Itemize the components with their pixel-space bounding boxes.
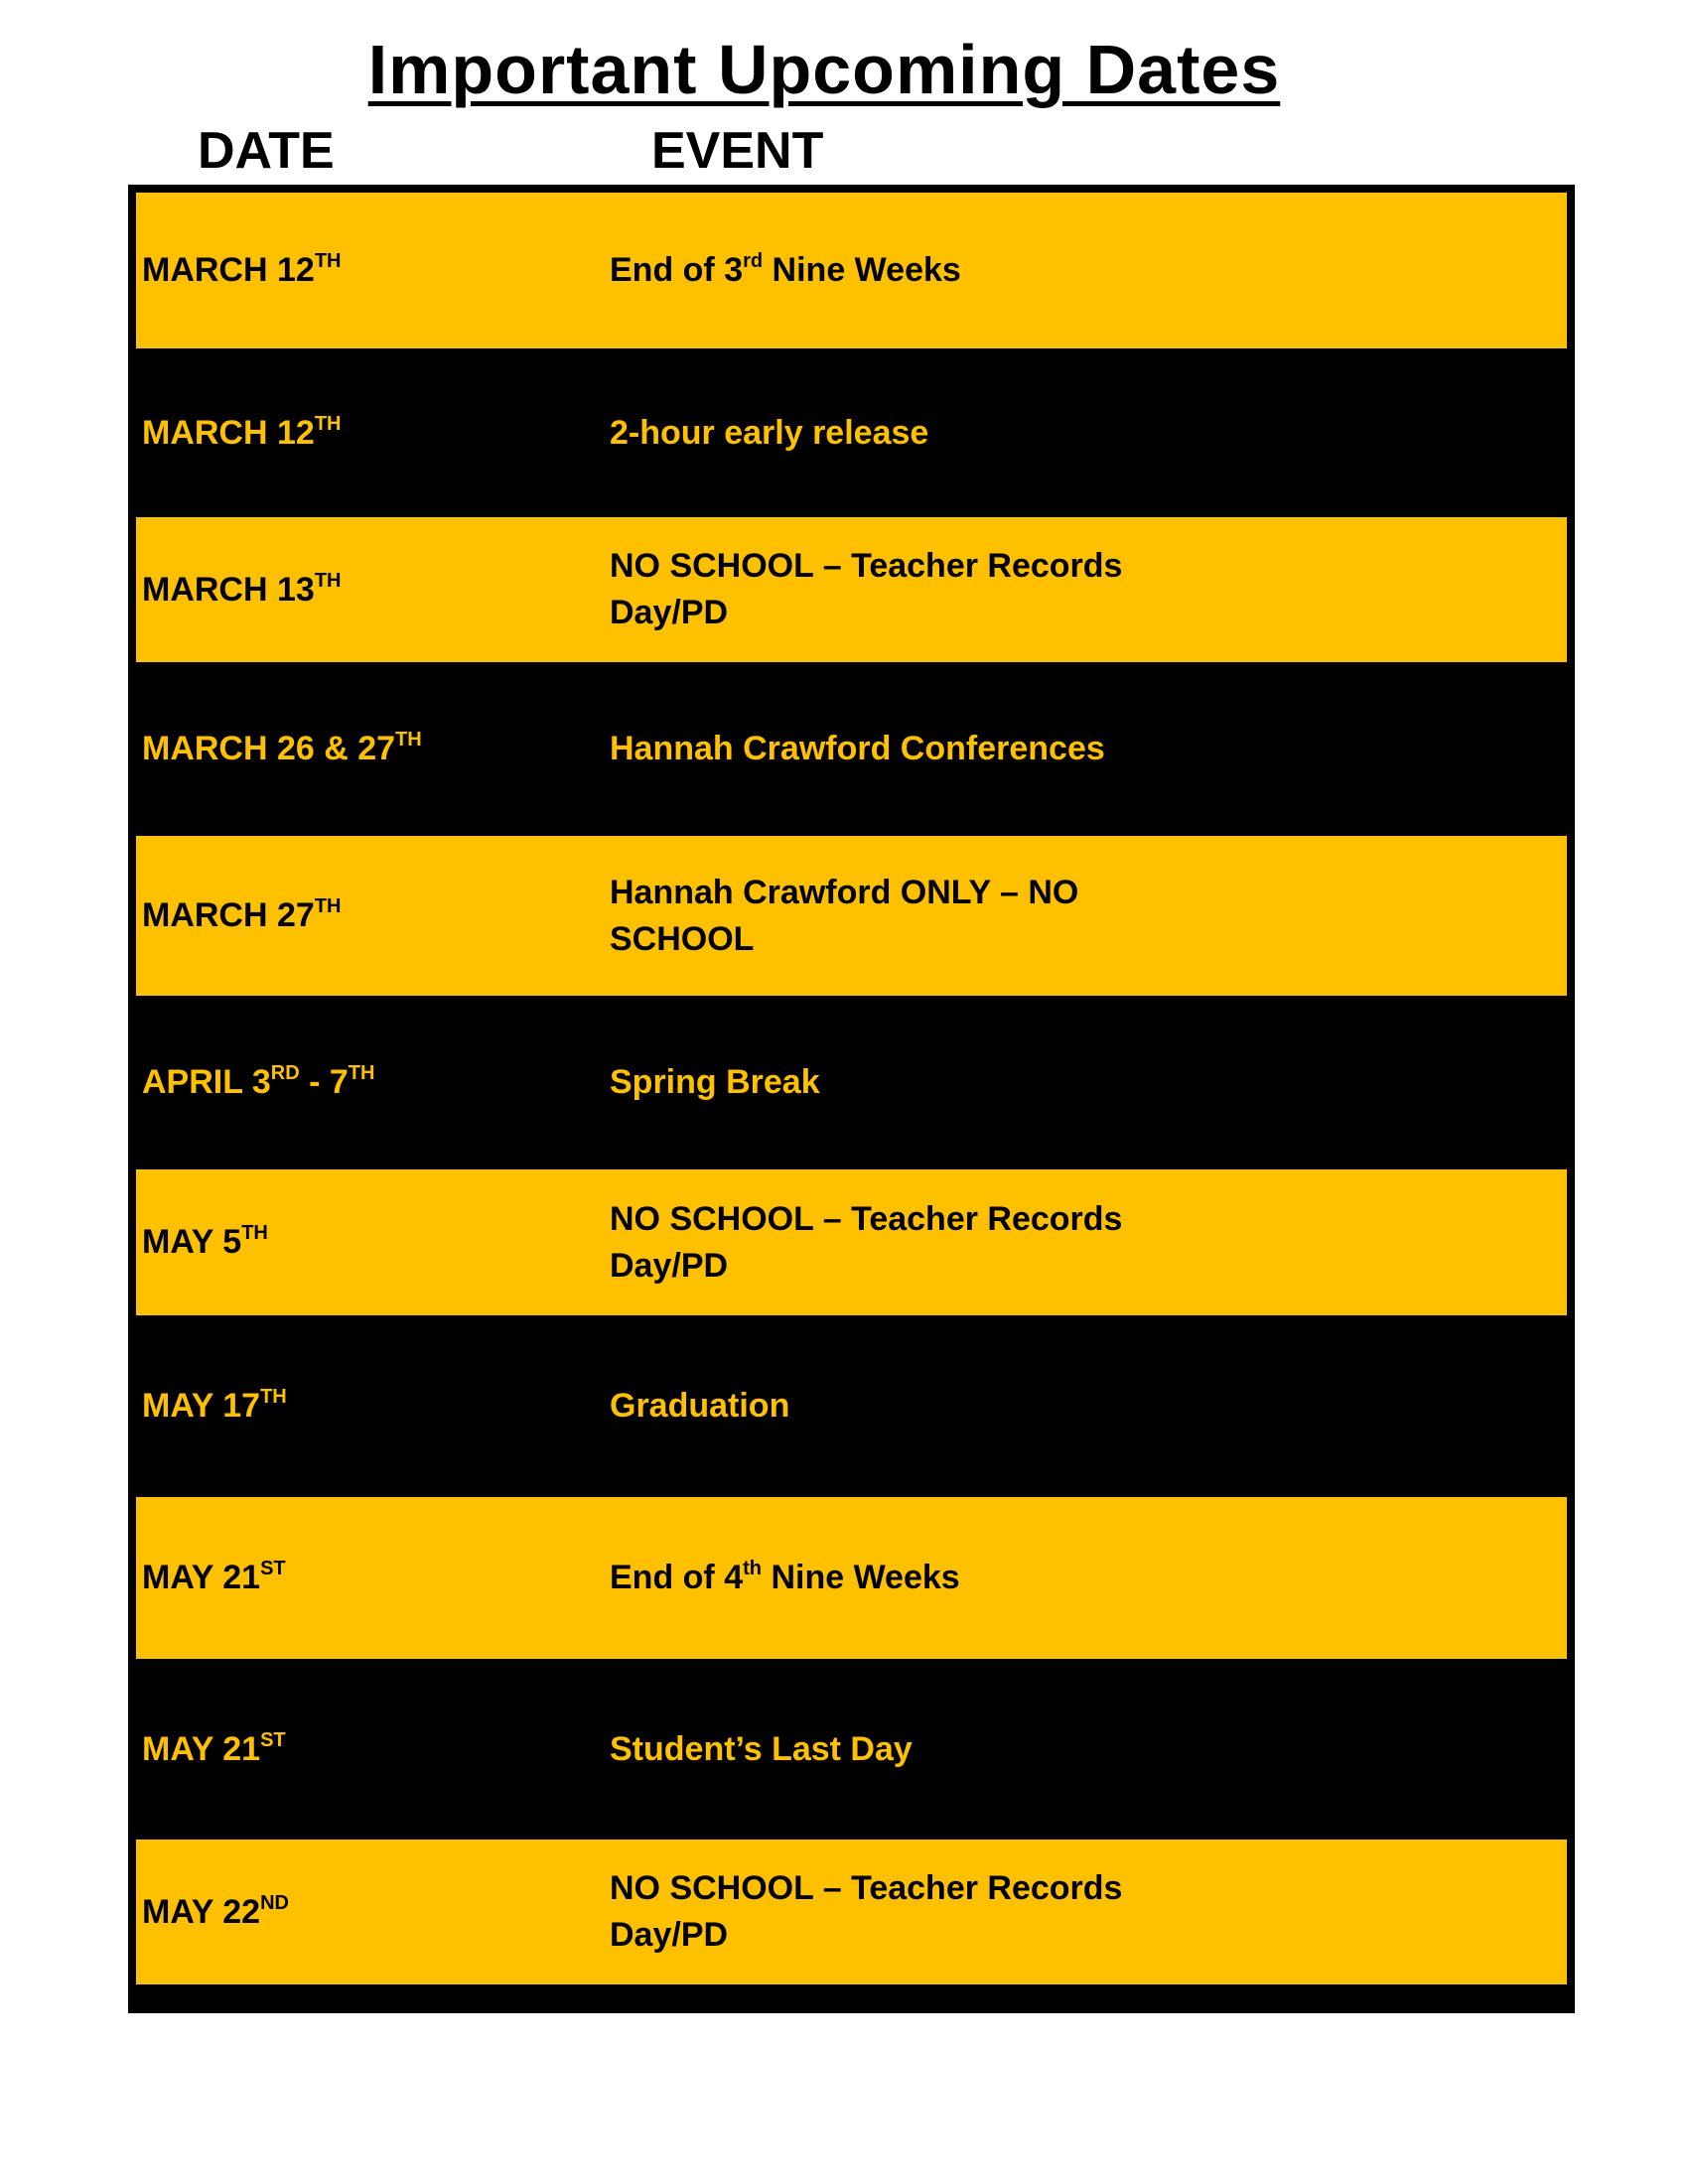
event-text: Student’s Last Day	[610, 1729, 913, 1768]
date-cell	[136, 1063, 610, 1102]
date-cell	[136, 414, 610, 453]
date-text: MARCH 13	[142, 570, 315, 609]
event-cell	[610, 1196, 1215, 1290]
page-title: Important Upcoming Dates	[367, 31, 1281, 108]
table-row	[136, 996, 1567, 1169]
date-text: MAY 21	[142, 1559, 261, 1596]
event-text: Nine Weeks	[763, 251, 961, 289]
date-text: MARCH 27	[142, 896, 315, 934]
event-cell	[610, 247, 1215, 294]
event-cell	[610, 1059, 1215, 1106]
date-suffix: ND	[260, 1891, 289, 1914]
date-suffix: TH	[260, 1386, 287, 1408]
event-text: NO SCHOOL – Teacher Records Day/PD	[610, 1869, 1123, 1954]
table-row	[136, 1840, 1567, 1984]
date-text: MARCH 12	[142, 251, 315, 289]
date-text: MAY 21	[142, 1729, 261, 1768]
date-text: - 7	[299, 1063, 349, 1101]
date-cell	[136, 1893, 610, 1932]
table-row	[136, 1659, 1567, 1840]
event-text: Hannah Crawford ONLY – NO SCHOOL	[610, 873, 1079, 958]
date-cell	[136, 251, 610, 290]
table-row	[136, 1315, 1567, 1497]
date-cell	[136, 730, 610, 768]
date-column-header: DATE	[198, 122, 335, 180]
date-cell	[136, 1730, 610, 1769]
event-suffix: th	[743, 1558, 762, 1579]
event-text: End of 3	[610, 251, 744, 289]
event-suffix: rd	[743, 250, 764, 272]
event-text: Hannah Crawford Conferences	[610, 730, 1105, 767]
date-suffix: RD	[270, 1062, 300, 1084]
event-cell	[610, 1726, 1215, 1773]
date-text: MAY 5	[142, 1223, 242, 1261]
date-suffix: TH	[314, 569, 342, 592]
date-text: MARCH 26 & 27	[142, 730, 396, 767]
date-suffix: TH	[241, 1222, 268, 1244]
dates-table	[128, 185, 1575, 2013]
date-suffix: TH	[314, 895, 342, 917]
date-text: MARCH 12	[142, 413, 315, 452]
event-cell	[610, 870, 1215, 963]
event-cell	[610, 726, 1215, 772]
date-cell	[136, 896, 610, 935]
date-text: APRIL 3	[142, 1063, 271, 1101]
date-suffix: TH	[314, 250, 342, 272]
event-text: NO SCHOOL – Teacher Records Day/PD	[610, 1199, 1123, 1285]
table-row	[136, 836, 1567, 996]
date-suffix: TH	[348, 1062, 375, 1084]
table-row	[136, 1169, 1567, 1315]
event-cell	[610, 1865, 1215, 1959]
date-text: MAY 17	[142, 1387, 261, 1425]
date-suffix: TH	[314, 412, 342, 435]
event-text: Nine Weeks	[762, 1559, 960, 1596]
table-row	[136, 662, 1567, 836]
event-text: Graduation	[610, 1387, 790, 1425]
date-suffix: ST	[260, 1728, 286, 1751]
date-cell	[136, 1559, 610, 1597]
event-cell	[610, 410, 1215, 457]
event-cell	[610, 1555, 1215, 1601]
table-row	[136, 1497, 1567, 1659]
date-suffix: ST	[260, 1558, 286, 1579]
event-text: Spring Break	[610, 1063, 820, 1101]
event-cell	[610, 1383, 1215, 1430]
event-cell	[610, 543, 1215, 636]
event-column-header: EVENT	[651, 122, 824, 180]
date-cell	[136, 571, 610, 610]
event-text: 2-hour early release	[610, 413, 929, 452]
date-cell	[136, 1387, 610, 1426]
table-row	[136, 517, 1567, 662]
event-text: End of 4	[610, 1559, 744, 1596]
event-text: NO SCHOOL – Teacher Records Day/PD	[610, 547, 1123, 631]
date-suffix: TH	[395, 729, 422, 751]
date-text: MAY 22	[142, 1892, 261, 1931]
table-row	[136, 193, 1567, 348]
table-row	[136, 348, 1567, 517]
date-cell	[136, 1223, 610, 1262]
